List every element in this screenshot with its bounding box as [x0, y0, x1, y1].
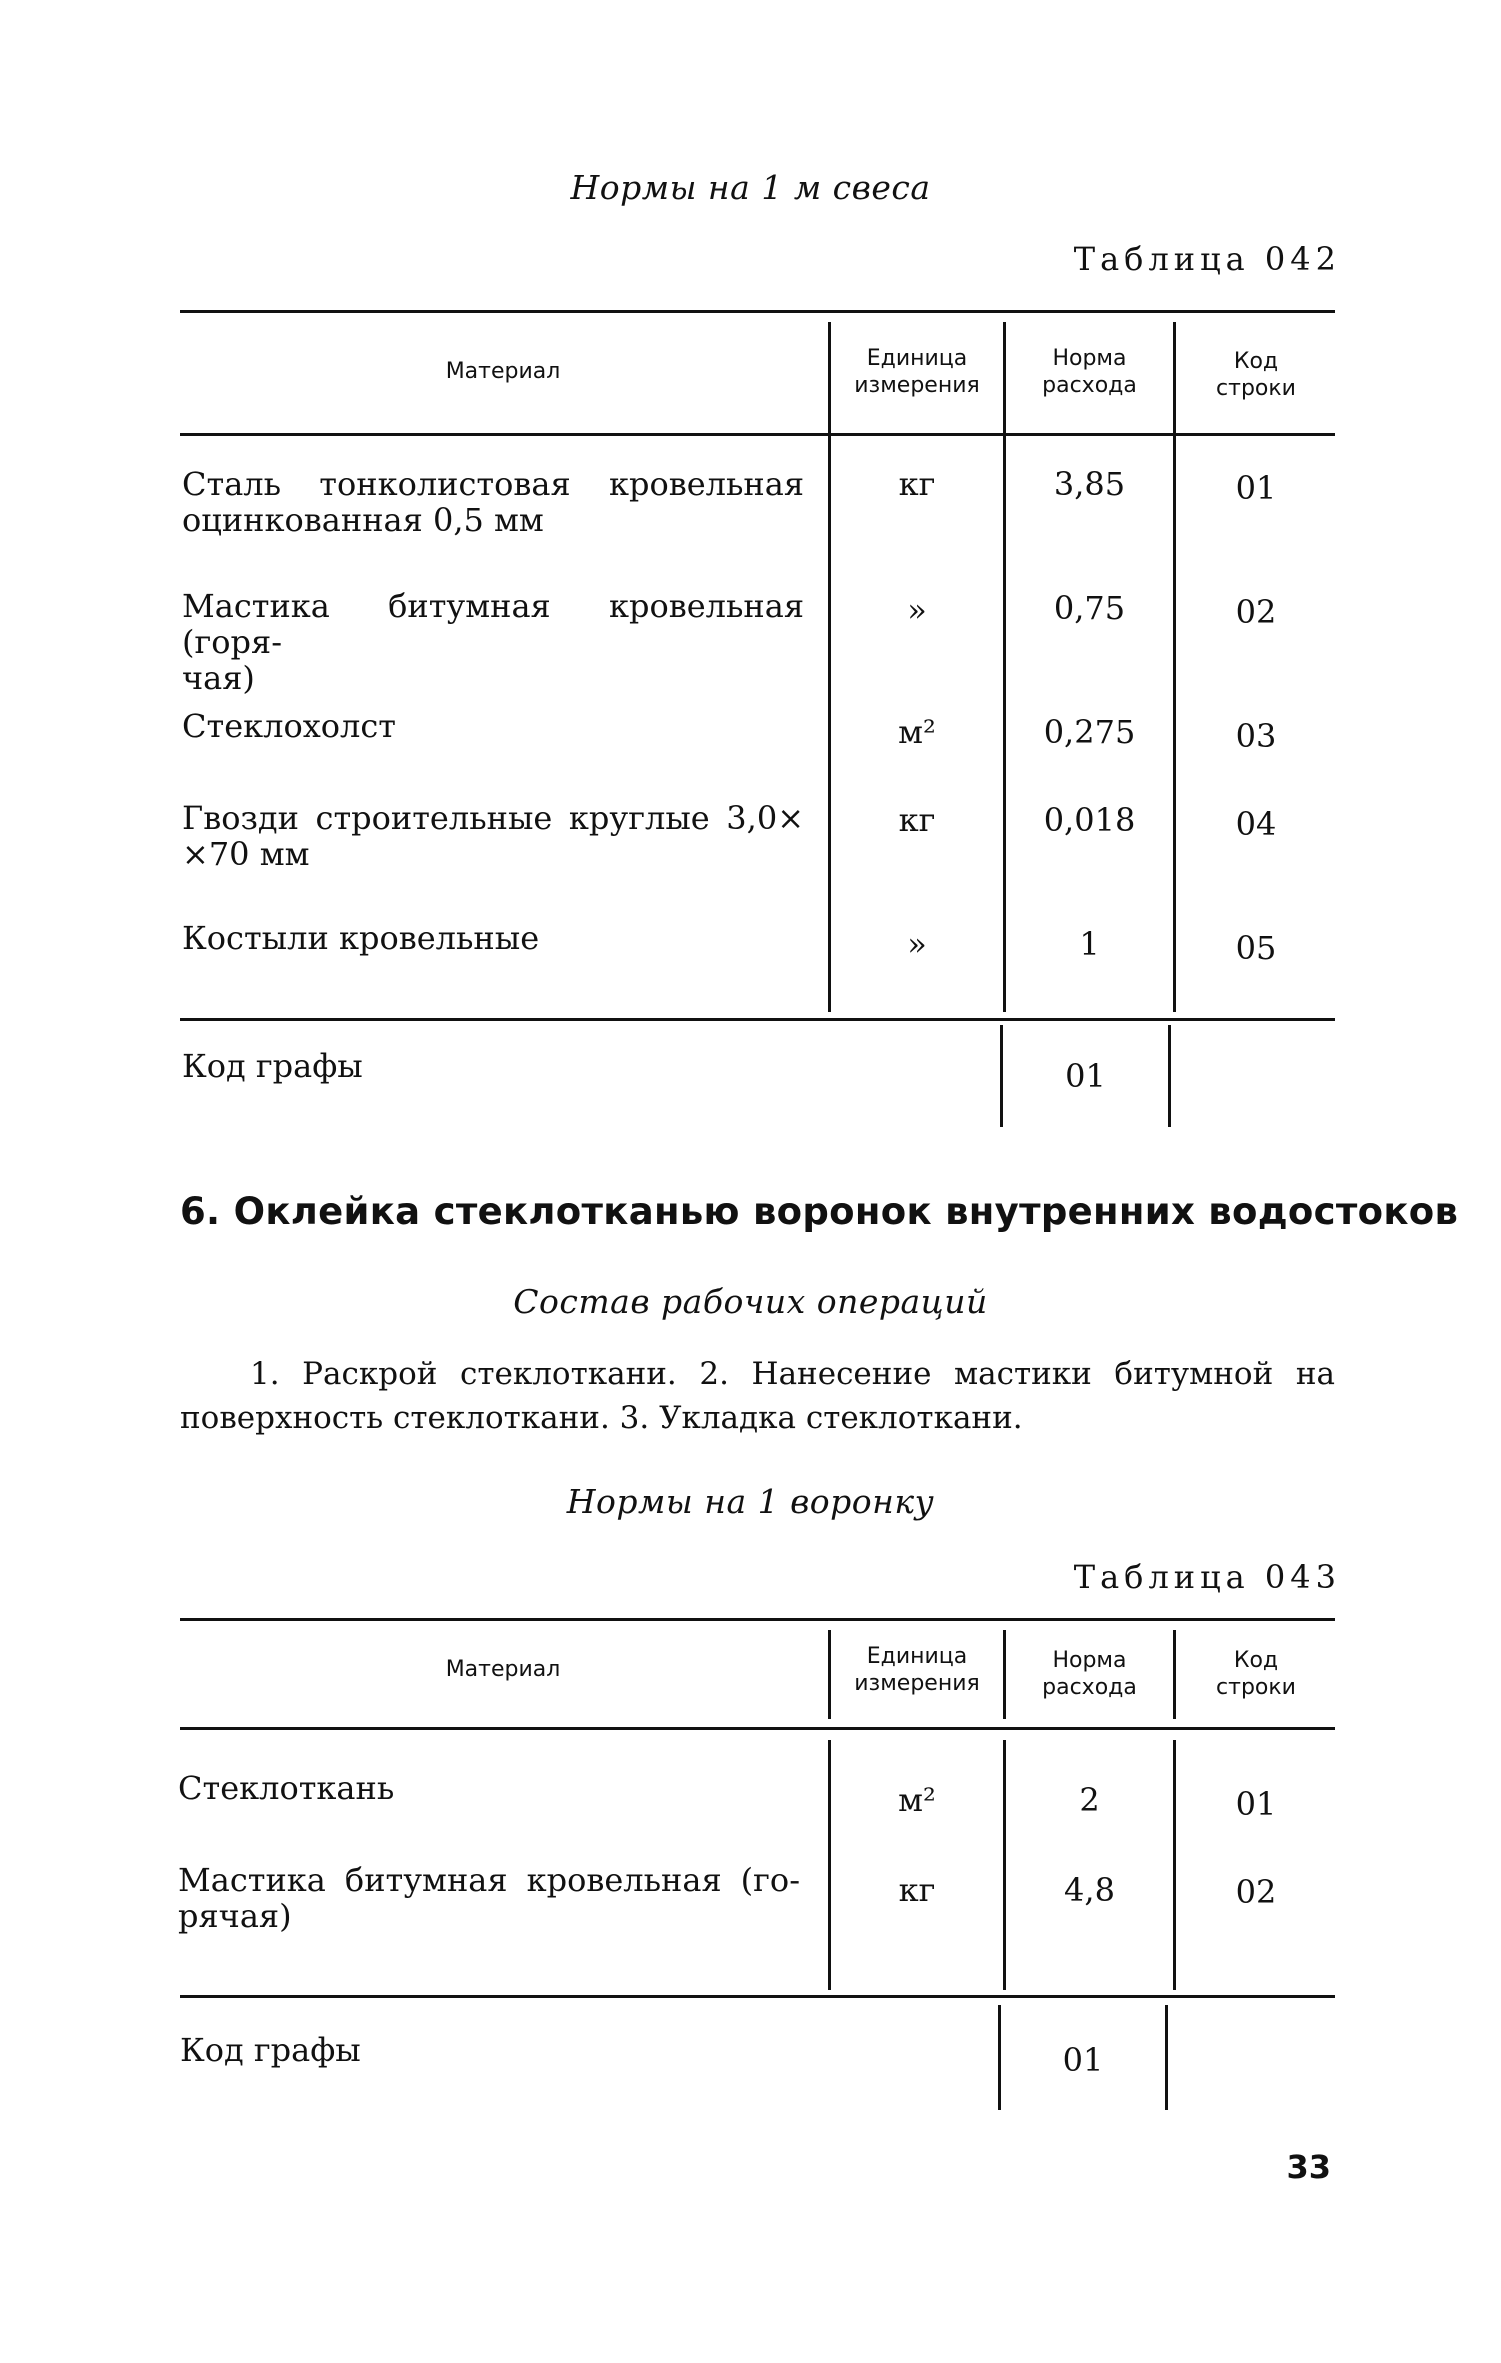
- material-line: рячая): [178, 1897, 292, 1935]
- column-code-label: Код графы: [182, 1047, 363, 1085]
- column-code-label: Код графы: [180, 2031, 361, 2069]
- table-row-code: 02: [1235, 1873, 1277, 1911]
- header-unit: [831, 1643, 1003, 1697]
- column-divider: [828, 322, 831, 1012]
- table-row-unit: кг: [898, 465, 936, 503]
- header-unit: [831, 345, 1003, 399]
- table-row-code: 01: [1235, 469, 1277, 507]
- table-row-material: [178, 1770, 800, 1806]
- material-line: Мастика битумная кровельная (горя-: [182, 587, 804, 661]
- table-043-label: Таблица 043: [1073, 1558, 1341, 1596]
- column-code-value: 01: [1062, 2041, 1104, 2079]
- table-row-material: [182, 588, 804, 696]
- header-norm: [1006, 1647, 1173, 1701]
- operations-paragraph: 1. Раскрой стеклоткани. 2. Нанесение мастики битумной на поверхность стеклоткани. 3. Укладка стеклоткани.: [180, 1356, 1335, 1436]
- table-row-unit: кг: [898, 801, 936, 839]
- column-divider: [1003, 322, 1006, 1012]
- header-material: Материал: [445, 1657, 561, 1682]
- header-norm-line: Норма: [1052, 1648, 1127, 1673]
- material-line: чая): [182, 659, 255, 697]
- header-code: [1176, 348, 1336, 402]
- material-line: Костыли кровельные: [182, 919, 540, 957]
- table-row-norm: 1: [1079, 925, 1100, 963]
- header-unit-line: Единица: [866, 1644, 968, 1669]
- table-row-unit: кг: [898, 1871, 936, 1909]
- column-divider: [1003, 1740, 1006, 1990]
- header-code: [1176, 1647, 1336, 1701]
- table-row-unit: м²: [898, 1781, 936, 1819]
- table-rule: [180, 1618, 1335, 1621]
- table-row-code: 04: [1235, 805, 1277, 843]
- header-code-line: Код: [1233, 1648, 1279, 1673]
- table-row-material: [182, 800, 804, 872]
- table-row-code: 01: [1235, 1785, 1277, 1823]
- table-row-code: 02: [1235, 593, 1277, 631]
- column-divider: [828, 1740, 831, 1990]
- header-norm-line: расхода: [1042, 1675, 1137, 1700]
- table-rule: [180, 1727, 1335, 1730]
- header-norm-line: расхода: [1042, 373, 1137, 398]
- material-line: ×70 мм: [182, 835, 310, 873]
- header-norm: [1006, 345, 1173, 399]
- column-divider: [1165, 2005, 1168, 2110]
- table-row-code: 05: [1235, 929, 1277, 967]
- material-line: Гвозди строительные круглые 3,0×: [182, 799, 804, 837]
- header-code-line: строки: [1216, 1675, 1296, 1700]
- table-row-code: 03: [1235, 717, 1277, 755]
- material-line: Сталь тонколистовая кровельная: [182, 465, 804, 503]
- table-row-norm: 4,8: [1064, 1871, 1115, 1909]
- material-line: оцинкованная 0,5 мм: [182, 501, 544, 539]
- table-row-norm: 2: [1079, 1781, 1100, 1819]
- section-subtitle: Состав рабочих операций: [513, 1282, 988, 1321]
- table-row-material: [182, 466, 804, 538]
- table-row-material: [178, 1862, 800, 1934]
- material-line: Стеклохолст: [182, 707, 396, 745]
- header-norm-line: Норма: [1052, 346, 1127, 371]
- table-rule: [180, 433, 1335, 436]
- table-row-norm: 3,85: [1053, 465, 1126, 503]
- header-unit-line: измерения: [854, 1671, 980, 1696]
- norms-heading-2: Нормы на 1 воронку: [566, 1482, 935, 1521]
- column-divider: [1168, 1025, 1171, 1127]
- table-042-label: Таблица 042: [1073, 240, 1341, 278]
- header-unit-line: измерения: [854, 373, 980, 398]
- table-rule: [180, 310, 1335, 313]
- table-row-material: [182, 708, 804, 744]
- table-row-unit: »: [907, 591, 927, 629]
- header-material: Материал: [445, 359, 561, 384]
- header-unit-line: Единица: [866, 346, 968, 371]
- material-line: Стеклоткань: [178, 1769, 395, 1807]
- material-line: Мастика битумная кровельная (го-: [178, 1861, 800, 1899]
- table-rule: [180, 1018, 1335, 1021]
- table-row-norm: 0,75: [1053, 589, 1126, 627]
- column-divider: [1173, 322, 1176, 1012]
- table-row-norm: 0,018: [1043, 801, 1136, 839]
- table-row-unit: »: [907, 925, 927, 963]
- table-row-material: [182, 920, 804, 956]
- table-rule: [180, 1995, 1335, 1998]
- column-divider: [1173, 1740, 1176, 1990]
- section-title: 6. Оклейка стеклотканью воронок внутренних водостоков: [180, 1190, 1459, 1233]
- table-row-norm: 0,275: [1043, 713, 1136, 751]
- norms-heading-1: Нормы на 1 м свеса: [570, 168, 931, 207]
- header-code-line: строки: [1216, 376, 1296, 401]
- header-code-line: Код: [1233, 349, 1279, 374]
- table-row-unit: м²: [898, 713, 936, 751]
- page-number: 33: [1286, 2148, 1331, 2186]
- column-code-value: 01: [1065, 1057, 1106, 1095]
